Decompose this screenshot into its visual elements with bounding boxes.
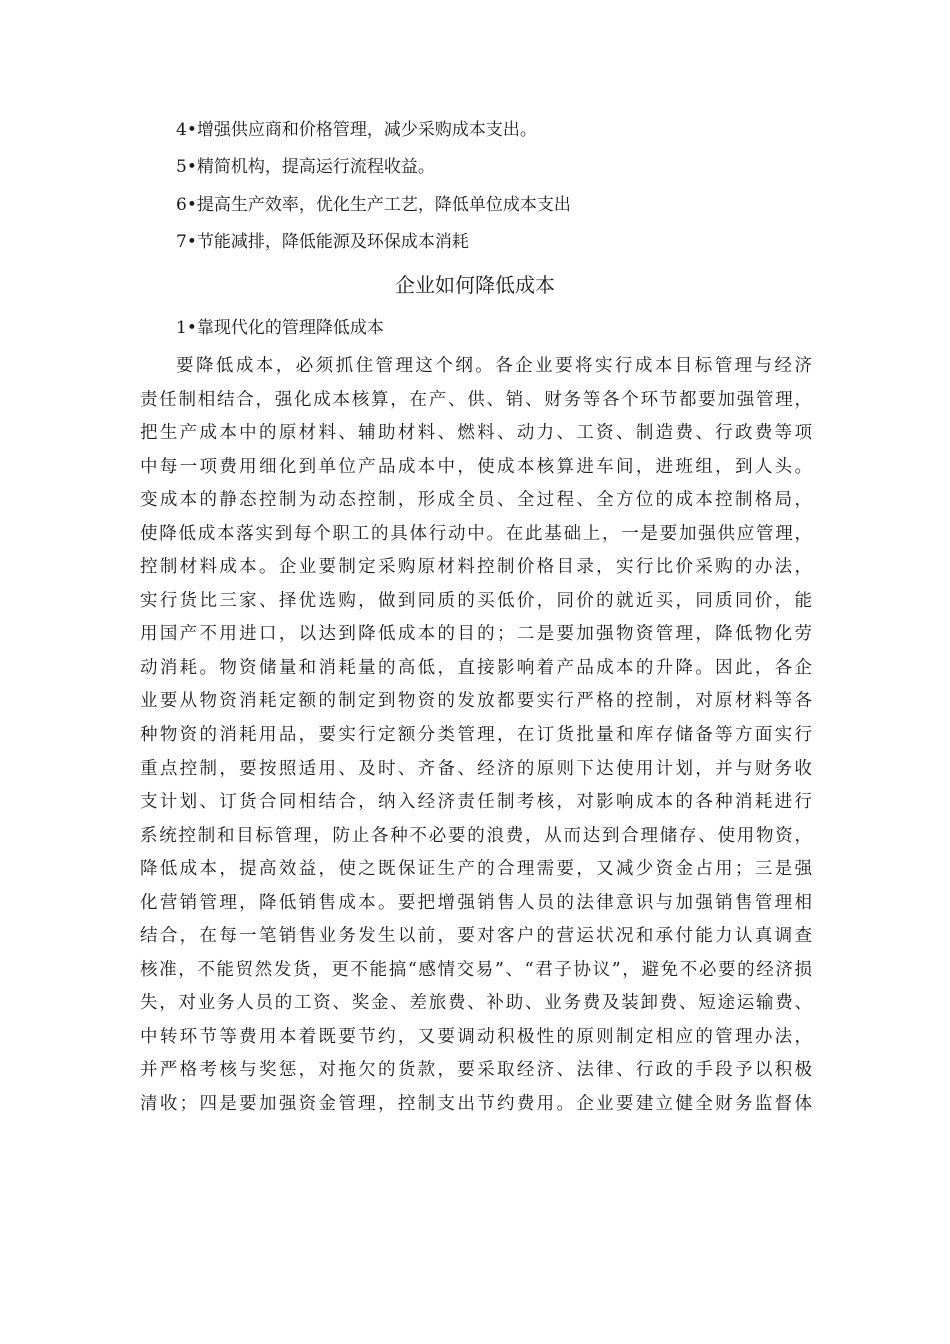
paragraph-line: 降低成本，提高效益，使之既保证生产的合理需要，又减少资金占用；三是强	[140, 859, 812, 880]
paragraph-line: 中每一项费用细化到单位产品成本中，使成本核算进车间，进班组，到人头。	[140, 456, 812, 477]
paragraph-line: 业要从物资消耗定额的制定到物资的发放都要实行严格的控制，对原材料等各	[140, 691, 812, 712]
paragraph-line: 使降低成本落实到每个职工的具体行动中。在此基础上，一是要加强供应管理，	[140, 523, 812, 544]
paragraph-line: 系统控制和目标管理，防止各种不必要的浪费，从而达到合理储存、使用物资，	[140, 825, 812, 846]
paragraph-line: 失，对业务人员的工资、奖金、差旅费、补助、业务费及装卸费、短途运输费、	[140, 993, 812, 1014]
paragraph-line: 核准，不能贸然发货，更不能搞“感情交易”、“君子协议”，避免不必要的经济损	[140, 959, 812, 980]
subheading: 1•靠现代化的管理降低成本	[176, 318, 384, 338]
paragraph-line: 控制材料成本。企业要制定采购原材料控制价格目录，实行比价采购的办法，	[140, 557, 812, 578]
list-item-7: 7•节能减排，降低能源及环保成本消耗	[176, 232, 469, 252]
paragraph-line: 责任制相结合，强化成本核算，在产、供、销、财务等各个环节都要加强管理，	[140, 389, 812, 410]
list-item-4: 4•增强供应商和价格管理，减少采购成本支出。	[176, 120, 537, 140]
paragraph-line: 中转环节等费用本着既要节约，又要调动积极性的原则制定相应的管理办法，	[140, 1026, 812, 1047]
paragraph-line: 种物资的消耗用品，要实行定额分类管理，在订货批量和库存储备等方面实行	[140, 725, 812, 746]
paragraph-line: 化营销管理，降低销售成本。要把增强销售人员的法律意识与加强销售管理相	[140, 892, 812, 913]
paragraph-line: 支计划、订货合同相结合，纳入经济责任制考核，对影响成本的各种消耗进行	[140, 792, 812, 813]
paragraph-line: 重点控制，要按照适用、及时、齐备、经济的原则下达使用计划，并与财务收	[140, 758, 812, 779]
paragraph-line: 用国产不用进口，以达到降低成本的目的；二是要加强物资管理，降低物化劳	[140, 624, 812, 645]
paragraph-line: 并严格考核与奖惩，对拖欠的货款，要采取经济、法律、行政的手段予以积极	[140, 1060, 812, 1081]
paragraph-line: 实行货比三家、择优选购，做到同质的买低价，同价的就近买，同质同价，能	[140, 590, 812, 611]
paragraph-line: 动消耗。物资储量和消耗量的高低，直接影响着产品成本的升降。因此，各企	[140, 657, 812, 678]
paragraph-line: 要降低成本，必须抓住管理这个纲。各企业要将实行成本目标管理与经济	[176, 356, 812, 376]
paragraph-line: 清收；四是要加强资金管理，控制支出节约费用。企业要建立健全财务监督体	[140, 1094, 812, 1115]
paragraph-line: 变成本的静态控制为动态控制，形成全员、全过程、全方位的成本控制格局，	[140, 490, 812, 511]
paragraph-line: 结合，在每一笔销售业务发生以前，要对客户的营运状况和承付能力认真调查	[140, 926, 812, 947]
list-item-5: 5•精简机构，提高运行流程收益。	[176, 157, 435, 177]
list-item-6: 6•提高生产效率，优化生产工艺，降低单位成本支出	[176, 195, 571, 215]
body-paragraph	[140, 350, 812, 1122]
paragraph-line: 把生产成本中的原材料、辅助材料、燃料、动力、工资、制造费、行政费等项	[140, 423, 812, 444]
section-title: 企业如何降低成本	[395, 273, 555, 297]
